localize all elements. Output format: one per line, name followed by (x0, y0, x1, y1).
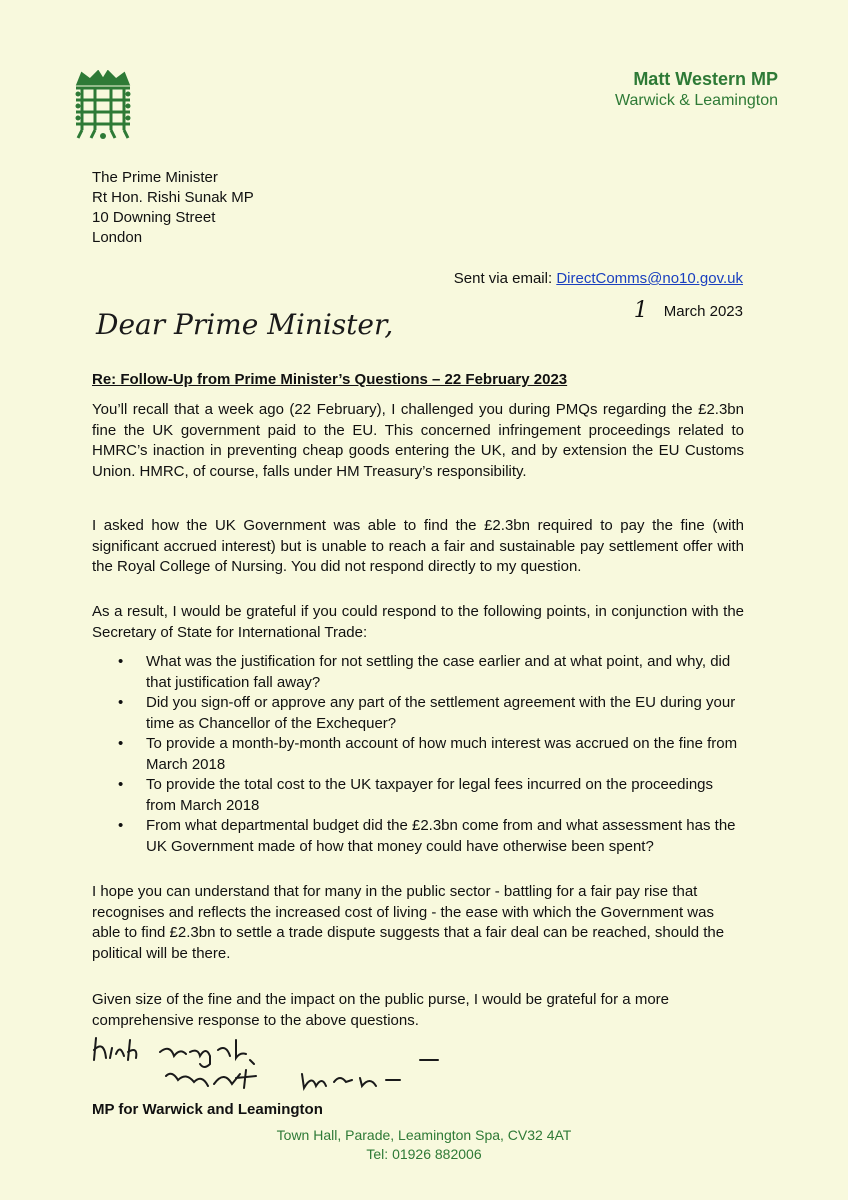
portcullis-logo (68, 70, 138, 142)
list-item: • To provide a month-by-month account of how much interest was accrued on the fine from March 2018 (118, 735, 738, 773)
date-month-year: March 2023 (663, 303, 743, 320)
footer-tel: Tel: 01926 882006 (366, 1146, 482, 1162)
list-item: • To provide the total cost to the UK taxpayer for legal fees incurred on the proceedings from March 2018 (118, 776, 713, 814)
recipient-line: The Prime Minister (92, 169, 218, 186)
recipient-address (92, 168, 254, 248)
constituency: Warwick & Leamington (614, 92, 778, 109)
letterhead (615, 68, 778, 112)
email-link[interactable]: DirectComms@no10.gov.uk (556, 270, 743, 287)
recipient-line: London (92, 229, 143, 246)
mp-name: Matt Western MP (633, 69, 778, 89)
paragraph-5: Given size of the fine and the impact on the public purse, I would be grateful for a more comprehensive response to the above questions. (92, 991, 669, 1029)
footer-address: Town Hall, Parade, Leamington Spa, CV32 4AT (276, 1127, 572, 1143)
signoff: MP for Warwick and Leamington (92, 1101, 323, 1118)
bullet-icon: • (118, 694, 124, 711)
list-item: • Did you sign-off or approve any part of the settlement agreement with the EU during your time as Chancellor of the Exchequer? (118, 694, 736, 732)
paragraph-3: As a result, I would be grateful if you could respond to the following points, in conjunction with the Secretary of State for International Trade: (92, 603, 744, 641)
bullet-icon: • (118, 817, 124, 834)
bullet-icon: • (118, 653, 124, 670)
recipient-line: 10 Downing Street (92, 209, 216, 226)
letter-date (633, 298, 743, 323)
list-item: • From what departmental budget did the £2.3bn come from and what assessment has the UK Government made of how that money could have otherwise been spent? (118, 817, 736, 855)
recipient-line: Rt Hon. Rishi Sunak MP (92, 189, 254, 206)
bullet-icon: • (118, 735, 124, 752)
sent-prefix: Sent via email: (453, 270, 557, 287)
sent-via-email (454, 270, 743, 287)
questions-list (92, 652, 744, 857)
list-item: • What was the justification for not settling the case earlier and at what point, and why, did that justification fall away? (118, 653, 731, 691)
paragraph-1: You’ll recall that a week ago (22 February), I challenged you during PMQs regarding the £2.3bn fine the UK government paid to the EU. This concerned infringement proceedings related to HMRC’s inaction in preventing cheap goods entering the UK, and by extension the EU Customs Union. HMRC, of course, falls under HM Treasury’s responsibility. (92, 401, 744, 480)
handwritten-signature (90, 1030, 470, 1100)
date-day-handwritten: 1 (633, 298, 648, 323)
subject-line: Re: Follow-Up from Prime Minister’s Questions – 22 February 2023 (92, 371, 568, 388)
paragraph-4: I hope you can understand that for many in the public sector - battling for a fair pay rise that recognises and reflects the increased cost of living - the ease with which the Government was able to find £2.3bn to settle a trade dispute suggests that a fair deal can be reached, should the political will be there. (92, 883, 725, 962)
bullet-icon: • (118, 776, 124, 793)
handwritten-salutation (92, 300, 412, 350)
salutation-text: Dear Prime Minister, (96, 308, 394, 341)
paragraph-2: I asked how the UK Government was able to find the £2.3bn required to pay the fine (with significant accrued interest) but is unable to reach a fair and sustainable pay settlement offer with the Royal College of Nursing. You did not respond directly to my question. (92, 517, 744, 575)
footer (0, 1126, 848, 1164)
